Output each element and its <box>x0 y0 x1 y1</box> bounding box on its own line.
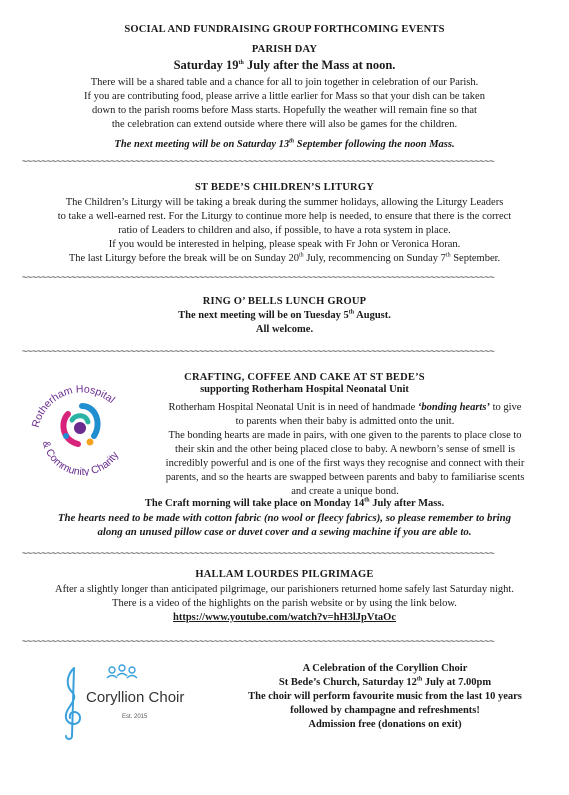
bells-section <box>0 296 569 337</box>
header <box>0 24 569 35</box>
crafting-heading: CRAFTING, COFFEE AND CAKE AT ST BEDE’S <box>184 372 425 383</box>
parish-day-section <box>0 44 569 152</box>
lourdes-line: There is a video of the highlights on the parish website or by using the link below. <box>112 598 457 609</box>
choir-singers-icon <box>107 665 137 678</box>
separator: ~~~~~~~~~~~~~~~~~~~~~~~~~~~~~~~~~~~~~~~~~~~~~~~~~~~~~~~~~~~~~~~~~~~~~~~~~~~~~~~~~~~~~~~~~~~~~~~~ <box>22 347 495 357</box>
crafting-line: parents, and so the hearts are swapped between parents and baby to familiarise scents <box>165 472 525 483</box>
liturgy-section <box>0 182 569 266</box>
crafting-line: and create a unique bond. <box>291 486 399 497</box>
page-title: SOCIAL AND FUNDRAISING GROUP FORTHCOMING EVENTS <box>124 24 445 35</box>
bells-heading: RING O’ BELLS LUNCH GROUP <box>202 296 367 307</box>
bells-next-meeting: The next meeting will be on Tuesday 5th August. <box>178 309 391 321</box>
separator: ~~~~~~~~~~~~~~~~~~~~~~~~~~~~~~~~~~~~~~~~~~~~~~~~~~~~~~~~~~~~~~~~~~~~~~~~~~~~~~~~~~~~~~~~~~~~~~~~ <box>22 273 495 283</box>
choir-line: The choir will perform favourite music from the last 10 years <box>248 691 522 702</box>
parish-day-line: There will be a shared table and a chance for all to join together in celebration of our Parish. <box>90 77 479 88</box>
crafting-footer <box>0 497 569 539</box>
liturgy-line: The Children’s Liturgy will be taking a break during the summer holidays, allowing the Liturgy Leaders <box>65 197 504 208</box>
parish-day-line: down to the parish rooms before Mass starts. Hopefully the weather will remain fine so that <box>92 105 477 116</box>
crafting-note-line: The hearts need to be made with cotton fabric (no wool or fleecy fabrics), so please remember to bring <box>57 512 512 524</box>
choir-logo-name: Coryllion Choir <box>86 689 185 706</box>
liturgy-line: ratio of Leaders to children and also, if possible, to have a rota system in place. <box>118 225 451 236</box>
choir-logo-est: Est. 2015 <box>122 714 148 720</box>
crafting-intro: Rotherham Hospital Neonatal Unit is in need of handmade ‘bonding hearts’ to give <box>168 402 522 413</box>
choir-date: St Bede’s Church, Saturday 12th July at 7.00pm <box>278 676 492 688</box>
crafting-note-line: along an unused pillow case or duvet cover and a sewing machine if you are able to. <box>97 526 472 538</box>
parish-day-body <box>0 76 569 132</box>
choir-line: Admission free (donations on exit) <box>308 719 462 730</box>
youtube-video-link[interactable]: https://www.youtube.com/watch?v=hH3lJpVtaOc <box>173 612 396 623</box>
liturgy-body <box>0 196 569 266</box>
coryllion-choir-logo <box>56 660 185 742</box>
liturgy-line: If you would be interested in helping, please speak with Fr John or Veronica Horan. <box>108 239 461 250</box>
crafting-section <box>0 372 569 397</box>
liturgy-heading: ST BEDE’S CHILDREN’S LITURGY <box>195 182 374 193</box>
crafting-line: incredibly powerful and is one of the first ways they recognise and connect with their <box>165 458 525 469</box>
logo-text-bottom: & Community Charity <box>39 439 122 476</box>
crafting-line: their skin and the other being placed close to baby. A newborn’s sense of smell is <box>175 444 515 455</box>
lourdes-heading: HALLAM LOURDES PILGRIMAGE <box>195 569 374 580</box>
liturgy-last-line: The last Liturgy before the break will be on Sunday 20th July, recommencing on Sunday 7th September. <box>68 252 501 264</box>
choir-heading: A Celebration of the Coryllion Choir <box>302 663 468 674</box>
lourdes-body <box>0 583 569 625</box>
choir-section <box>205 662 565 732</box>
crafting-line: to parents when their baby is admitted onto the unit. <box>235 416 455 427</box>
parish-day-heading: PARISH DAY <box>251 44 318 55</box>
parish-day-next-meeting: The next meeting will be on Saturday 13th September following the noon Mass. <box>114 138 455 150</box>
parish-day-date: Saturday 19th July after the Mass at noon. <box>173 58 396 72</box>
lourdes-line: After a slightly longer than anticipated pilgrimage, our parishioners returned home safely last Saturday night. <box>55 584 514 595</box>
separator: ~~~~~~~~~~~~~~~~~~~~~~~~~~~~~~~~~~~~~~~~~~~~~~~~~~~~~~~~~~~~~~~~~~~~~~~~~~~~~~~~~~~~~~~~~~~~~~~~ <box>22 637 495 647</box>
logo-text-top: Rotherham Hospital <box>29 383 118 429</box>
lourdes-section <box>0 569 569 625</box>
parish-day-line: If you are contributing food, please arrive a little earlier for Mass so that your dish can be taken <box>84 91 485 102</box>
choir-line: followed by champagne and refreshments! <box>290 705 480 716</box>
parish-day-line: the celebration can extend outside where there will also be games for the children. <box>111 119 458 130</box>
treble-clef-icon <box>56 660 185 742</box>
crafting-date: The Craft morning will take place on Monday 14th July after Mass. <box>144 497 445 509</box>
separator: ~~~~~~~~~~~~~~~~~~~~~~~~~~~~~~~~~~~~~~~~~~~~~~~~~~~~~~~~~~~~~~~~~~~~~~~~~~~~~~~~~~~~~~~~~~~~~~~~ <box>22 157 495 167</box>
crafting-subheading: supporting Rotherham Hospital Neonatal Unit <box>200 384 409 395</box>
separator: ~~~~~~~~~~~~~~~~~~~~~~~~~~~~~~~~~~~~~~~~~~~~~~~~~~~~~~~~~~~~~~~~~~~~~~~~~~~~~~~~~~~~~~~~~~~~~~~~ <box>22 549 495 559</box>
crafting-line: The bonding hearts are made in pairs, with one given to the parents to place close to <box>168 430 522 441</box>
liturgy-line: to take a well-earned rest. For the Liturgy to continue more help is needed, to ensure that there is the correct <box>57 211 512 222</box>
bells-welcome: All welcome. <box>255 324 314 335</box>
crafting-body <box>140 401 550 499</box>
